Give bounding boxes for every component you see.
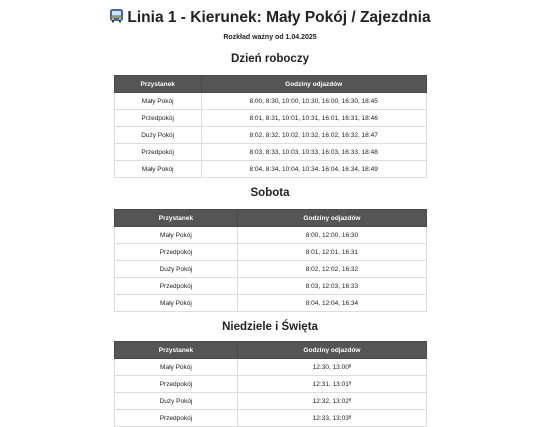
times-cell: 8:00, 12:00, 16:30: [238, 227, 426, 244]
page-title-text: Linia 1 - Kierunek: Mały Pokój / Zajezdnia: [127, 9, 431, 26]
stop-cell: Duży Pokój: [114, 393, 238, 410]
section-title-sundays-holidays: Niedziele i Święta: [222, 321, 318, 333]
stop-cell: Przedpokój: [114, 110, 201, 127]
times-cell: 8:02, 12:02, 16:32: [238, 261, 426, 278]
stop-cell: Mały Pokój: [114, 161, 201, 178]
table-row: [114, 161, 426, 178]
stop-cell: Mały Pokój: [114, 93, 201, 110]
section-title-saturday: Sobota: [250, 187, 290, 199]
table-row: [114, 410, 426, 427]
page-title: [0, 0, 540, 30]
stop-cell: Mały Pokój: [114, 295, 238, 312]
times-cell: 12:32, 13:02ᶿ: [238, 393, 426, 410]
saturday-timetable: [114, 209, 427, 312]
times-cell: 12:31, 13:01ᶿ: [238, 376, 426, 393]
table-row: [114, 261, 426, 278]
stop-cell: Przedpokój: [114, 144, 201, 161]
table-header-row: [114, 76, 426, 93]
bus-icon: [109, 9, 124, 23]
column-header-times: Godziny odjazdów: [201, 76, 426, 93]
table-row: [114, 359, 426, 376]
stop-cell: Mały Pokój: [114, 227, 238, 244]
table-row: [114, 93, 426, 110]
table-row: [114, 244, 426, 261]
times-cell: 8:03, 12:03, 16:33: [238, 278, 426, 295]
times-cell: 8:01, 12:01, 16:31: [238, 244, 426, 261]
validity-note: Rozkład ważny od 1.04.2025: [223, 34, 317, 41]
table-row: [114, 393, 426, 410]
table-row: [114, 295, 426, 312]
stop-cell: Przedpokój: [114, 278, 238, 295]
table-header-row: [114, 210, 426, 227]
column-header-stop: Przystanek: [114, 342, 238, 359]
times-cell: 8:02, 8:32, 10:02, 10:32, 16:02, 16:32, 18:47: [201, 127, 426, 144]
weekday-timetable: [114, 75, 427, 178]
stop-cell: Duży Pokój: [114, 127, 201, 144]
table-header-row: [114, 342, 426, 359]
times-cell: 12:33, 13:03ᶿ: [238, 410, 426, 427]
stop-cell: Przedpokój: [114, 410, 238, 427]
table-row: [114, 127, 426, 144]
times-cell: 8:03, 8:33, 10:03, 10:33, 16:03, 16:33, 18:48: [201, 144, 426, 161]
column-header-stop: Przystanek: [114, 76, 201, 93]
times-cell: 12:30, 13:00ᶿ: [238, 359, 426, 376]
times-cell: 8:04, 12:04, 16:34: [238, 295, 426, 312]
column-header-stop: Przystanek: [114, 210, 238, 227]
section-title-weekday: Dzień roboczy: [231, 53, 309, 65]
table-row: [114, 110, 426, 127]
stop-cell: Mały Pokój: [114, 359, 238, 376]
times-cell: 8:00, 8:30, 10:00, 10:30, 16:00, 16:30, 18:45: [201, 93, 426, 110]
stop-cell: Przedpokój: [114, 244, 238, 261]
times-cell: 8:04, 8:34, 10:04, 10:34, 16:04, 16:34, 18:49: [201, 161, 426, 178]
table-row: [114, 144, 426, 161]
stop-cell: Przedpokój: [114, 376, 238, 393]
table-row: [114, 278, 426, 295]
column-header-times: Godziny odjazdów: [238, 210, 426, 227]
table-row: [114, 376, 426, 393]
stop-cell: Duży Pokój: [114, 261, 238, 278]
column-header-times: Godziny odjazdów: [238, 342, 426, 359]
table-row: [114, 227, 426, 244]
sunday-holiday-timetable: [114, 341, 427, 427]
times-cell: 8:01, 8:31, 10:01, 10:31, 16:01, 16:31, 18:46: [201, 110, 426, 127]
